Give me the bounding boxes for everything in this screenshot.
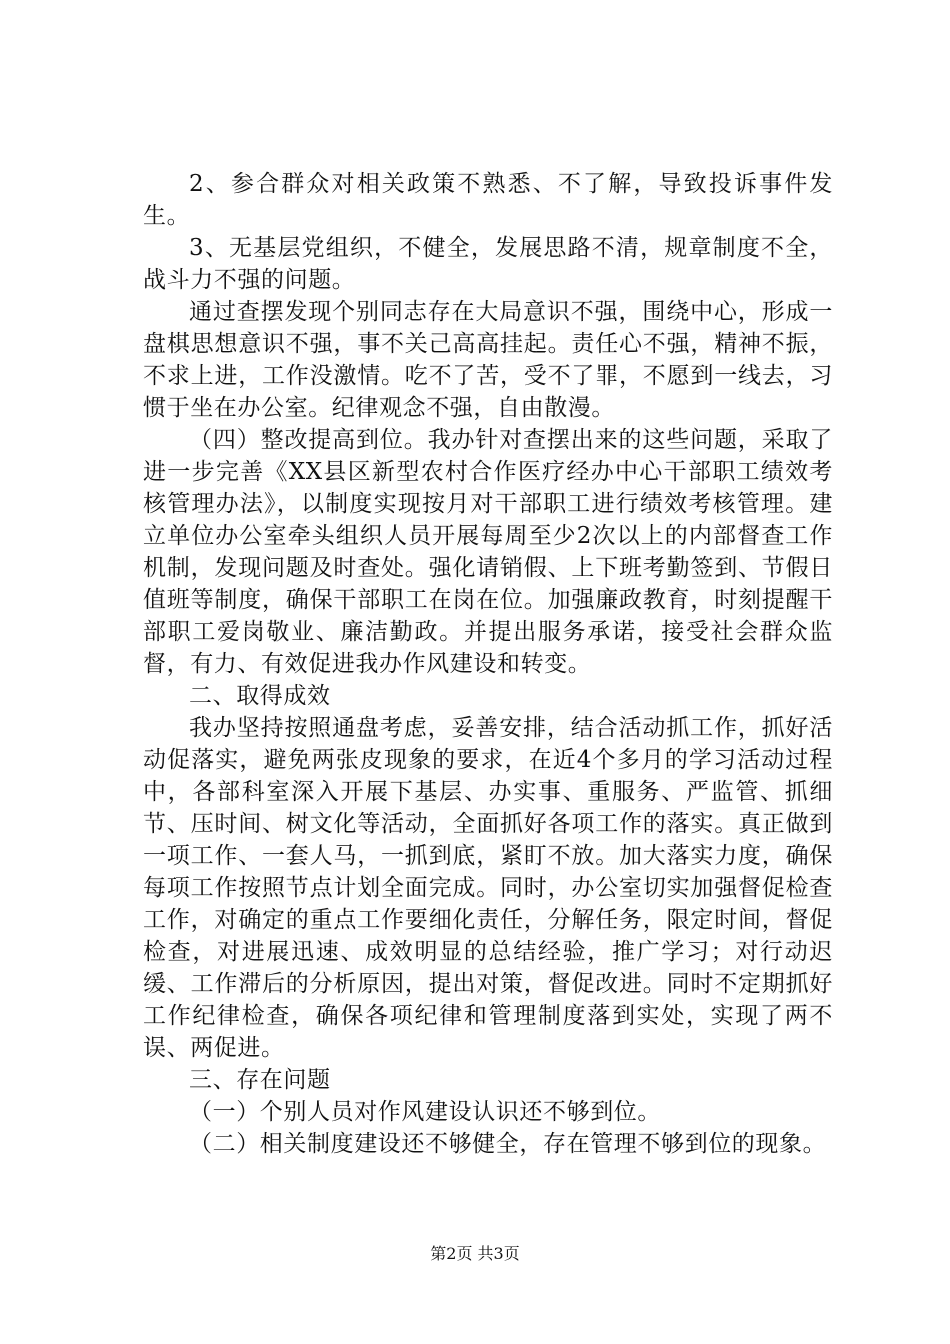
section-heading-achievements: 二、取得成效 — [189, 683, 331, 709]
paragraph-item-2: 2、参合群众对相关政策不熟悉、不了解，导致投诉事件发生。 — [143, 171, 833, 229]
section-heading-problems: 三、存在问题 — [189, 1067, 331, 1093]
page-number-footer: 第2页 共3页 — [430, 1244, 520, 1263]
paragraph-rectification: （四）整改提高到位。我办针对查摆出来的这些问题，采取了进一步完善《XX县区新型农村合作医疗经办中心干部职工绩效考核管理办法》，以制度实现按月对干部职工进行绩效考核管理。建立单位办公室牵头组织人员开展每周至少2次以上的内部督查工作机制，发现问题及时查处。强化请销假、上下班考勤签到、节假日值班等制度，确保干部职工在岗在位。加强廉政教育，时刻提醒干部职工爱岗敬业、廉洁勤政。并提出服务承诺，接受社会群众监督，有力、有效促进我办作风建设和转变。 — [143, 427, 833, 677]
paragraph-problem-2: （二）相关制度建设还不够健全，存在管理不够到位的现象。 — [189, 1131, 827, 1157]
paragraph-inspection-findings: 通过查摆发现个别同志存在大局意识不强，围绕中心，形成一盘棋思想意识不强，事不关己高高挂起。责任心不强，精神不振，不求上进，工作没激情。吃不了苦，受不了罪，不愿到一线去，习惯于坐在办公室。纪律观念不强，自由散漫。 — [143, 299, 833, 421]
document-body — [143, 168, 833, 1160]
paragraph-problem-1: （一）个别人员对作风建设认识还不够到位。 — [189, 1099, 661, 1125]
paragraph-achievements: 我办坚持按照通盘考虑，妥善安排，结合活动抓工作，抓好活动促落实，避免两张皮现象的要求，在近4个多月的学习活动过程中，各部科室深入开展下基层、办实事、重服务、严监管、抓细节、压时间、树文化等活动，全面抓好各项工作的落实。真正做到一项工作、一套人马，一抓到底，紧盯不放。加大落实力度，确保每项工作按照节点计划全面完成。同时，办公室切实加强督促检查工作，对确定的重点工作要细化责任，分解任务，限定时间，督促检查，对进展迅速、成效明显的总结经验，推广学习；对行动迟缓、工作滞后的分析原因，提出对策，督促改进。同时不定期抓好工作纪律检查，确保各项纪律和管理制度落到实处，实现了两不误、两促进。 — [143, 715, 833, 1061]
paragraph-item-3: 3、无基层党组织，不健全，发展思路不清，规章制度不全，战斗力不强的问题。 — [143, 235, 833, 293]
